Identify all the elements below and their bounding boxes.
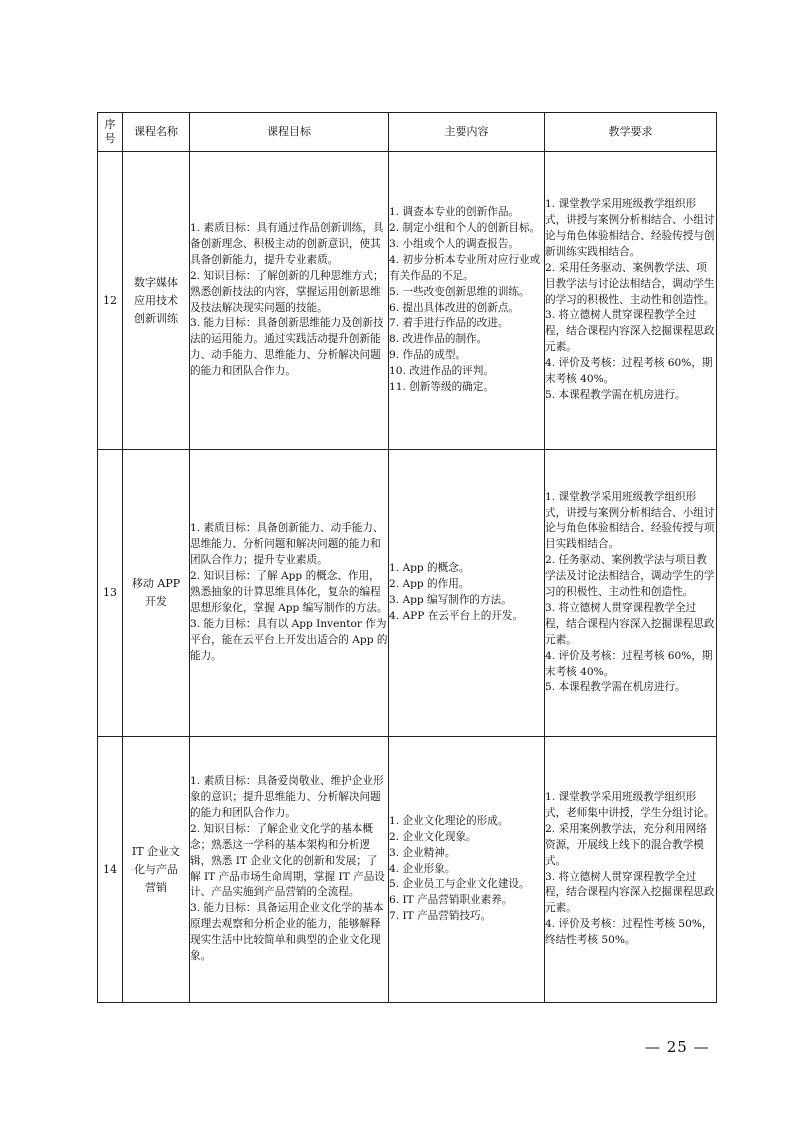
content-item: 2. 制定小组和个人的创新目标。 [389, 221, 541, 234]
content-item: 7. IT 产品营销技巧。 [389, 910, 492, 923]
content-item: 10. 改进作品的评判。 [389, 365, 494, 378]
content-item: 2. App 的作用。 [389, 578, 470, 591]
row-teaching-requirement [545, 450, 717, 737]
requirement-item: 2. 任务驱动、案例教学法与项目教学法及讨论法相结合，调动学生的学习的积极性、主动性和创造性。 [545, 554, 715, 599]
requirement-item: 5. 本课程教学需在机房进行。 [545, 388, 686, 401]
goal-item: 3. 能力目标：具有以 App Inventor 作为平台，能在云平台上开发出适合的 App 的能力。 [190, 617, 388, 662]
requirement-item: 3. 将立德树人贯穿课程教学全过程，结合课程内容深入挖掘课程思政元素。 [545, 870, 715, 915]
row-seq: 13 [98, 450, 123, 737]
content-item: 4. APP 在云平台上的开发。 [389, 609, 524, 622]
content-item: 3. 企业精神。 [389, 846, 456, 859]
goal-item: 1. 素质目标：具备爱岗敬业、维护企业形象的意识；提升思维能力、分析解决问题的能力和团队合作力。 [190, 775, 384, 819]
goal-item: 3. 能力目标：具备创新思维能力及创新技法的运用能力。通过实践活动提升创新能力、动手能力、思维能力、分析解决问题的能力和团队合作力。 [190, 317, 384, 378]
requirement-item: 1. 课堂教学采用班级教学组织形式，讲授与案例分析相结合、小组讨论与角色体验相结合、经验传授与创新训练实践相结合。 [545, 198, 715, 258]
content-item: 3. 小组或个人的调查报告。 [389, 237, 520, 250]
content-item: 1. 调查本专业的创新作品。 [389, 206, 520, 219]
header-course-name: 课程名称 [123, 113, 190, 152]
page-number: — 25 — [645, 1038, 710, 1056]
requirement-item: 2. 采用任务驱动、案例教学法、项目教学法与讨论法相结合，调动学生的学习的积极性、主动性和创造性。 [545, 261, 715, 306]
content-item: 9. 作品的成型。 [389, 349, 467, 362]
course-table [97, 112, 717, 1003]
header-main-content: 主要内容 [389, 113, 545, 152]
table-header-row [98, 113, 717, 152]
goal-item: 2. 知识目标：了解创新的几种思维方式；熟悉创新技法的内容，掌握运用创新思维及技法解决现实问题的技能。 [190, 269, 384, 314]
table-row [98, 450, 717, 737]
content-item: 1. 企业文化理论的形成。 [389, 814, 509, 827]
row-course-name: 数字媒体应用技术创新训练 [123, 152, 190, 450]
content-item: 3. App 编写制作的方法。 [389, 594, 512, 606]
requirement-item: 1. 课堂教学采用班级教学组织形式，讲授与案例分析相结合、小组讨论与角色体验相结合、经验传授与项目实践相结合。 [545, 490, 715, 551]
row-course-name: 移动 APP 开发 [123, 450, 190, 737]
content-item: 1. App 的概念。 [389, 562, 470, 575]
requirement-item: 5. 本课程教学需在机房进行。 [545, 681, 686, 694]
requirement-item: 2. 采用案例教学法，充分利用网络资源，开展线上线下的混合教学模式。 [545, 822, 707, 867]
content-item: 4. 企业形象。 [389, 862, 456, 875]
row-main-content [389, 450, 545, 737]
content-item: 6. 提出具体改进的创新点。 [389, 301, 520, 314]
row-teaching-requirement [545, 737, 717, 1003]
row-teaching-requirement [545, 152, 717, 450]
requirement-item: 1. 课堂教学采用班级教学组织形式，老师集中讲授，学生分组讨论。 [545, 790, 715, 819]
requirement-item: 4. 评价及考核：过程性考核 50%，终结性考核 50%。 [545, 918, 713, 947]
content-item: 11. 创新等级的确定。 [389, 381, 494, 394]
content-item: 7. 着手进行作品的改进。 [389, 317, 509, 330]
goal-item: 3. 能力目标：具备运用企业文化学的基本原理去观察和分析企业的能力，能够解释现实生活中比较简单和典型的企业文化现象。 [190, 902, 384, 963]
row-main-content [389, 737, 545, 1003]
row-seq: 14 [98, 737, 123, 1003]
row-course-goal [190, 737, 389, 1003]
requirement-item: 3. 将立德树人贯穿课程教学全过程，结合课程内容深入挖掘课程思政元素。 [545, 309, 715, 354]
requirement-item: 3. 将立德树人贯穿课程教学全过程，结合课程内容深入挖掘课程思政元素。 [545, 601, 715, 646]
goal-item: 2. 知识目标：了解企业文化学的基本概念；熟悉这一学科的基本架构和分析逻辑，熟悉 IT 企业文化的创新和发展；了解 IT 产品市场生命周期，掌握 IT 产品设计、产品实施到产品营销的全流程。 [190, 822, 385, 899]
content-item: 8. 改进作品的制作。 [389, 333, 488, 346]
row-course-goal [190, 450, 389, 737]
content-item: 2. 企业文化现象。 [389, 830, 477, 843]
content-item: 6. IT 产品营销职业素养。 [389, 894, 513, 907]
goal-item: 1. 素质目标：具有通过作品创新训练，具备创新理念、积极主动的创新意识，使其具备创新能力，提升专业素质。 [190, 221, 384, 266]
table-row [98, 737, 717, 1003]
row-seq: 12 [98, 152, 123, 450]
requirement-item: 4. 评价及考核：过程考核 60%，期末考核 40%。 [545, 357, 713, 386]
content-item: 5. 企业员工与企业文化建设。 [389, 878, 530, 891]
header-course-goal: 课程目标 [190, 113, 389, 152]
header-teaching-requirement: 教学要求 [545, 113, 717, 152]
content-item: 4. 初步分析本专业所对应行业或有关作品的不足。 [389, 253, 541, 282]
requirement-item: 4. 评价及考核：过程考核 60%，期末考核 40%。 [545, 649, 713, 678]
row-course-name: IT 企业文化与产品营销 [123, 737, 190, 1003]
table-row [98, 152, 717, 450]
row-course-goal [190, 152, 389, 450]
row-main-content [389, 152, 545, 450]
goal-item: 1. 素质目标：具备创新能力、动手能力、思维能力、分析问题和解决问题的能力和团队合作力；提升专业素质。 [190, 522, 384, 567]
content-item: 5. 一些改变创新思维的训练。 [389, 285, 530, 298]
header-seq: 序号 [98, 113, 123, 152]
goal-item: 2. 知识目标：了解 App 的概念、作用，熟悉抽象的计算思维具体化，复杂的编程思想形象化，掌握 App 编写制作的方法。 [190, 570, 388, 614]
